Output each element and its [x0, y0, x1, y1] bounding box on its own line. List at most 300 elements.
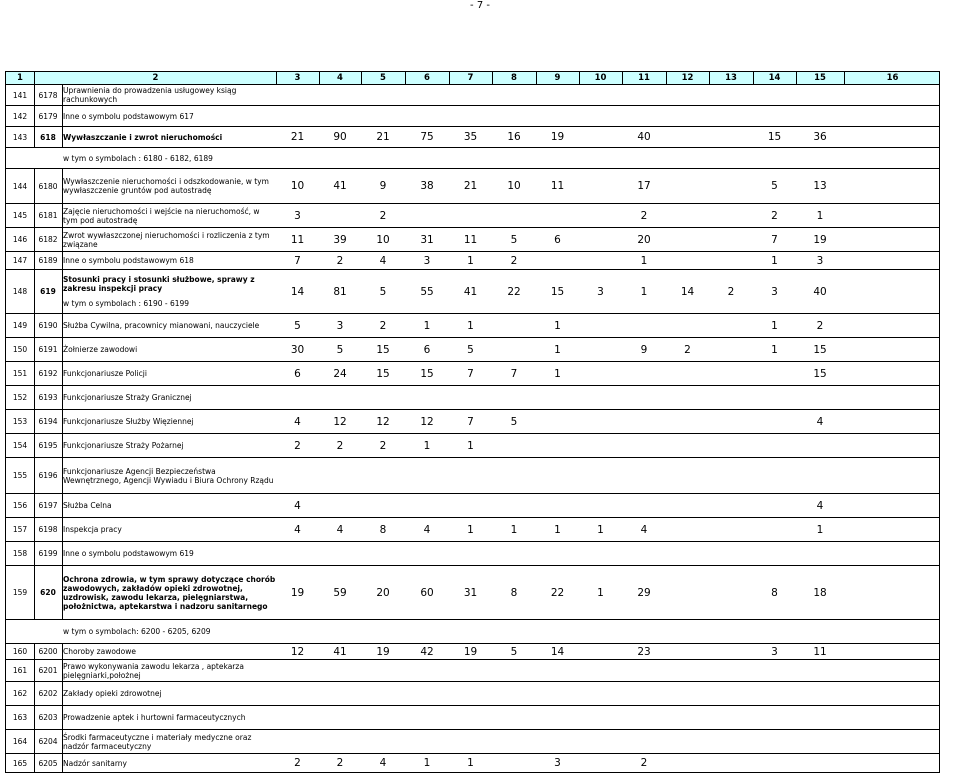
value-cell — [753, 754, 796, 772]
value-cell: 5 — [510, 415, 518, 428]
column-divider — [34, 252, 35, 269]
row-number: 155 — [12, 471, 28, 480]
value-cell — [844, 434, 941, 457]
value-cell: 1 — [467, 254, 474, 267]
value-cell: 2 — [379, 319, 387, 332]
value-cell: 2 — [336, 254, 344, 267]
row-symbol: 6203 — [38, 713, 58, 722]
value-cell — [796, 386, 844, 409]
value-cell: 4 — [816, 415, 824, 428]
value-cell: 6 — [423, 343, 431, 356]
value-cell — [666, 228, 709, 251]
value-cell — [666, 410, 709, 433]
value-cell: 3 — [294, 209, 301, 222]
value-cell — [361, 620, 405, 643]
header-cell: 3 — [294, 73, 301, 83]
value-cell: 55 — [420, 285, 434, 298]
value-cell — [492, 542, 536, 565]
value-cell: 1 — [554, 367, 561, 380]
value-cell — [361, 458, 405, 493]
value-cell — [844, 410, 941, 433]
value-cell: 2 — [684, 343, 691, 356]
value-cell — [579, 754, 622, 772]
column-divider — [796, 72, 797, 84]
value-cell: 40 — [637, 131, 651, 143]
value-cell — [844, 228, 941, 251]
value-cell — [709, 542, 753, 565]
value-cell — [709, 386, 753, 409]
value-cell — [709, 106, 753, 126]
row-symbol: 6197 — [38, 501, 58, 510]
value-cell — [276, 542, 319, 565]
value-cell: 4 — [379, 757, 387, 769]
row-name: w tym o symbolach : 6180 - 6182, 6189 — [63, 153, 213, 163]
table-row — [5, 754, 940, 773]
row-name: Funkcjonariusze Agencji Bezpieczeństwa Wewnętrznego, Agencji Wywiadu i Biura Ochrony Rządu — [63, 466, 274, 485]
table-row — [5, 494, 940, 518]
row-number: 143 — [12, 132, 28, 142]
value-cell — [319, 494, 361, 517]
column-divider — [34, 434, 35, 457]
value-cell — [796, 706, 844, 729]
value-cell — [405, 682, 449, 705]
value-cell: 2 — [816, 319, 824, 332]
value-cell — [579, 386, 622, 409]
value-cell: 3 — [336, 319, 344, 332]
value-cell — [666, 706, 709, 729]
row-name: Funkcjonariusze Straży Pożarnej — [63, 441, 184, 450]
value-cell: 7 — [771, 233, 778, 246]
row-symbol: 6204 — [38, 737, 58, 746]
value-cell: 17 — [637, 180, 651, 192]
value-cell — [449, 204, 492, 227]
value-cell: 15 — [767, 131, 782, 143]
value-cell — [536, 620, 579, 643]
value-cell: 39 — [333, 233, 347, 246]
value-cell — [709, 730, 753, 753]
value-cell: 1 — [467, 439, 474, 452]
value-cell — [579, 730, 622, 753]
value-cell: 15 — [420, 367, 434, 380]
value-cell — [753, 660, 796, 681]
column-divider — [34, 566, 35, 619]
value-cell — [622, 730, 666, 753]
value-cell — [844, 754, 941, 772]
value-cell: 12 — [290, 645, 305, 658]
value-cell: 3 — [816, 254, 824, 267]
column-divider — [844, 72, 845, 84]
column-divider — [62, 644, 63, 659]
column-divider — [34, 106, 35, 126]
value-cell: 2 — [727, 285, 735, 298]
value-cell — [276, 386, 319, 409]
column-divider — [62, 566, 63, 619]
value-cell — [319, 730, 361, 753]
row-symbol: 6178 — [38, 90, 58, 100]
row-number: 162 — [12, 689, 28, 698]
value-cell — [709, 754, 753, 772]
value-cell — [622, 494, 666, 517]
value-cell — [666, 169, 709, 203]
value-cell — [319, 386, 361, 409]
row-number: 154 — [12, 441, 28, 450]
value-cell: 2 — [510, 254, 518, 267]
header-cell: 14 — [768, 73, 781, 83]
table-row — [5, 362, 940, 386]
value-cell: 1 — [554, 319, 561, 332]
row-number: 158 — [12, 549, 28, 558]
row-name: Choroby zawodowe — [63, 647, 137, 656]
value-cell: 3 — [423, 254, 431, 267]
value-cell — [536, 682, 579, 705]
value-cell — [622, 106, 666, 126]
header-cell: 11 — [638, 73, 650, 83]
value-cell: 1 — [510, 523, 518, 536]
value-cell: 15 — [376, 367, 390, 380]
value-cell — [492, 458, 536, 493]
value-cell — [405, 85, 449, 105]
value-cell — [405, 386, 449, 409]
column-divider — [34, 660, 35, 681]
value-cell — [709, 204, 753, 227]
row-number: 164 — [12, 737, 28, 746]
value-cell: 14 — [290, 285, 305, 298]
row-number: 145 — [12, 211, 28, 220]
value-cell: 11 — [550, 180, 565, 192]
value-cell — [844, 85, 941, 105]
value-cell — [276, 706, 319, 729]
value-cell — [579, 660, 622, 681]
row-number: 163 — [12, 713, 28, 722]
header-cell: 6 — [424, 73, 430, 83]
table-row — [5, 458, 940, 494]
value-cell — [276, 730, 319, 753]
row-name: Środki farmaceutyczne i materiały medyczne oraz nadzór farmaceutyczny — [63, 732, 252, 751]
value-cell: 19 — [550, 131, 565, 143]
value-cell: 90 — [333, 131, 347, 143]
value-cell — [622, 660, 666, 681]
value-cell: 20 — [376, 586, 390, 599]
row-number: 156 — [12, 501, 28, 510]
row-symbol: 619 — [40, 287, 56, 296]
value-cell — [666, 434, 709, 457]
value-cell: 11 — [813, 645, 827, 658]
value-cell — [753, 410, 796, 433]
header-cell: 1 — [17, 73, 23, 83]
row-name: Zajęcie nieruchomości i wejście na nieruchomość, w tym pod autostradę — [63, 206, 260, 225]
value-cell: 1 — [423, 757, 431, 769]
header-cell: 15 — [814, 73, 826, 83]
value-cell: 6 — [554, 233, 561, 246]
value-cell — [709, 660, 753, 681]
value-cell — [492, 314, 536, 337]
value-cell — [579, 706, 622, 729]
column-divider — [62, 542, 63, 565]
value-cell — [796, 85, 844, 105]
value-cell — [579, 338, 622, 361]
value-cell: 8 — [379, 523, 387, 536]
value-cell — [579, 620, 622, 643]
value-cell — [844, 252, 941, 269]
value-cell — [276, 106, 319, 126]
column-divider — [492, 72, 493, 84]
value-cell: 30 — [290, 343, 305, 356]
column-divider — [34, 169, 35, 203]
value-cell — [449, 682, 492, 705]
value-cell — [361, 494, 405, 517]
value-cell — [796, 660, 844, 681]
value-cell — [492, 85, 536, 105]
value-cell — [753, 362, 796, 385]
value-cell — [709, 127, 753, 147]
value-cell: 4 — [423, 523, 431, 536]
header-cell: 2 — [152, 72, 159, 83]
value-cell — [536, 542, 579, 565]
column-divider — [666, 72, 667, 84]
value-cell — [844, 730, 941, 753]
value-cell: 1 — [816, 523, 824, 536]
value-cell: 13 — [813, 180, 827, 192]
header-cell: 8 — [511, 73, 517, 83]
value-cell: 1 — [597, 523, 604, 536]
value-cell — [449, 106, 492, 126]
column-divider — [62, 434, 63, 457]
value-cell — [536, 458, 579, 493]
value-cell: 4 — [294, 499, 301, 512]
value-cell — [536, 85, 579, 105]
column-divider — [62, 127, 63, 147]
row-symbol: 6198 — [38, 525, 58, 534]
row-symbol: 6200 — [38, 647, 58, 656]
value-cell — [492, 204, 536, 227]
value-cell — [622, 314, 666, 337]
value-cell: 2 — [640, 209, 648, 222]
table-row — [5, 620, 940, 644]
row-number: 147 — [12, 256, 28, 265]
value-cell — [492, 730, 536, 753]
table-header-row — [5, 71, 940, 85]
value-cell — [844, 706, 941, 729]
column-divider — [62, 706, 63, 729]
value-cell — [753, 148, 796, 168]
value-cell — [319, 106, 361, 126]
column-divider — [34, 542, 35, 565]
value-cell — [405, 620, 449, 643]
row-name: Wywłaszczanie i zwrot nieruchomości — [63, 132, 223, 142]
value-cell — [709, 148, 753, 168]
value-cell — [536, 148, 579, 168]
value-cell — [449, 730, 492, 753]
column-divider — [34, 706, 35, 729]
value-cell — [319, 148, 361, 168]
row-name: Inspekcja pracy — [63, 525, 122, 534]
value-cell — [844, 362, 941, 385]
value-cell — [492, 338, 536, 361]
column-divider — [34, 85, 35, 105]
value-cell — [709, 434, 753, 457]
value-cell — [753, 106, 796, 126]
row-name: w tym o symbolach: 6200 - 6205, 6209 — [63, 627, 211, 636]
value-cell — [449, 660, 492, 681]
value-cell — [666, 566, 709, 619]
value-cell — [796, 730, 844, 753]
row-symbol: 6194 — [38, 417, 58, 426]
value-cell: 21 — [463, 180, 478, 192]
header-cell: 12 — [681, 73, 694, 83]
value-cell — [844, 169, 941, 203]
table-row — [5, 644, 940, 660]
value-cell — [449, 458, 492, 493]
value-cell — [709, 314, 753, 337]
value-cell — [844, 620, 941, 643]
column-divider — [62, 204, 63, 227]
value-cell — [709, 410, 753, 433]
value-cell — [622, 542, 666, 565]
row-name: Uprawnienia do prowadzenia usługowey ksiąg rachunkowych — [63, 86, 237, 104]
value-cell: 36 — [813, 131, 827, 143]
value-cell: 10 — [507, 180, 521, 192]
row-name: Żołnierze zawodowi — [63, 345, 138, 354]
value-cell — [579, 362, 622, 385]
value-cell: 1 — [597, 586, 604, 599]
value-cell — [622, 458, 666, 493]
value-cell: 19 — [463, 645, 478, 658]
row-number: 149 — [12, 321, 28, 330]
column-divider — [62, 252, 63, 269]
row-symbol: 6193 — [38, 393, 58, 402]
value-cell — [709, 85, 753, 105]
value-cell — [666, 106, 709, 126]
column-divider — [34, 730, 35, 753]
value-cell — [361, 106, 405, 126]
table-row — [5, 270, 940, 314]
value-cell: 9 — [640, 343, 648, 356]
value-cell — [709, 518, 753, 541]
value-cell — [579, 494, 622, 517]
value-cell — [844, 204, 941, 227]
value-cell — [844, 314, 941, 337]
value-cell — [709, 644, 753, 659]
value-cell: 7 — [467, 367, 474, 380]
row-symbol: 6192 — [38, 369, 58, 378]
page-number: - 7 - — [470, 0, 490, 11]
value-cell — [666, 148, 709, 168]
table-row — [5, 434, 940, 458]
table-row — [5, 410, 940, 434]
value-cell — [666, 682, 709, 705]
row-symbol: 6181 — [38, 211, 58, 220]
row-name: Wywłaszczenie nieruchomości i odszkodowanie, w tym wywłaszczenie gruntów pod autostradę — [63, 177, 269, 195]
row-name: Służba Celna — [63, 501, 112, 510]
column-divider — [34, 338, 35, 361]
column-divider — [62, 730, 63, 753]
row-symbol: 6195 — [38, 441, 58, 450]
value-cell — [492, 386, 536, 409]
value-cell — [709, 228, 753, 251]
header-cell: 4 — [337, 73, 343, 83]
value-cell — [796, 434, 844, 457]
value-cell — [622, 434, 666, 457]
row-name-text: Stosunki pracy i stosunki służbowe, sprawy z zakresu inspekcji pracy — [63, 275, 255, 293]
header-cell: 13 — [725, 73, 737, 83]
value-cell — [276, 620, 319, 643]
value-cell: 2 — [336, 757, 344, 769]
row-symbol: 620 — [40, 588, 56, 597]
value-cell: 31 — [463, 586, 478, 599]
row-name: Inne o symbolu podstawowym 619 — [63, 549, 194, 558]
value-cell — [319, 85, 361, 105]
value-cell — [666, 85, 709, 105]
value-cell — [753, 706, 796, 729]
row-number: 160 — [12, 647, 28, 656]
value-cell: 22 — [550, 586, 565, 599]
value-cell — [492, 494, 536, 517]
value-cell — [844, 270, 941, 313]
value-cell — [449, 542, 492, 565]
value-cell: 3 — [771, 645, 778, 658]
value-cell — [753, 620, 796, 643]
column-divider — [62, 338, 63, 361]
value-cell — [579, 682, 622, 705]
row-number: 159 — [12, 588, 28, 597]
value-cell — [709, 458, 753, 493]
value-cell — [709, 706, 753, 729]
value-cell: 12 — [376, 415, 390, 428]
column-divider — [62, 270, 63, 313]
column-divider — [34, 386, 35, 409]
value-cell — [622, 706, 666, 729]
value-cell — [319, 542, 361, 565]
value-cell — [579, 148, 622, 168]
table-row — [5, 518, 940, 542]
table-row — [5, 204, 940, 228]
table-row — [5, 85, 940, 106]
row-symbol: 6180 — [38, 181, 58, 191]
value-cell: 7 — [294, 254, 301, 267]
value-cell — [666, 458, 709, 493]
row-number: 141 — [12, 90, 28, 100]
table-row — [5, 566, 940, 620]
value-cell: 1 — [423, 439, 431, 452]
row-name: Nadzór sanitarny — [63, 758, 127, 768]
row-symbol: 6189 — [38, 256, 58, 265]
value-cell — [361, 660, 405, 681]
column-divider — [62, 386, 63, 409]
value-cell — [319, 620, 361, 643]
value-cell — [796, 148, 844, 168]
value-cell: 3 — [771, 285, 778, 298]
value-cell — [709, 252, 753, 269]
value-cell — [405, 706, 449, 729]
value-cell — [753, 85, 796, 105]
column-divider — [34, 127, 35, 147]
value-cell — [536, 410, 579, 433]
table-row — [5, 169, 940, 204]
row-number: 146 — [12, 235, 28, 244]
value-cell — [319, 204, 361, 227]
column-divider — [34, 270, 35, 313]
value-cell: 15 — [376, 343, 390, 356]
value-cell — [579, 252, 622, 269]
value-cell — [449, 85, 492, 105]
value-cell: 2 — [379, 209, 387, 222]
value-cell: 81 — [333, 285, 347, 298]
value-cell: 15 — [813, 343, 827, 356]
value-cell: 4 — [294, 415, 301, 428]
row-symbol: 6205 — [38, 758, 58, 768]
value-cell — [579, 644, 622, 659]
column-divider — [449, 72, 450, 84]
